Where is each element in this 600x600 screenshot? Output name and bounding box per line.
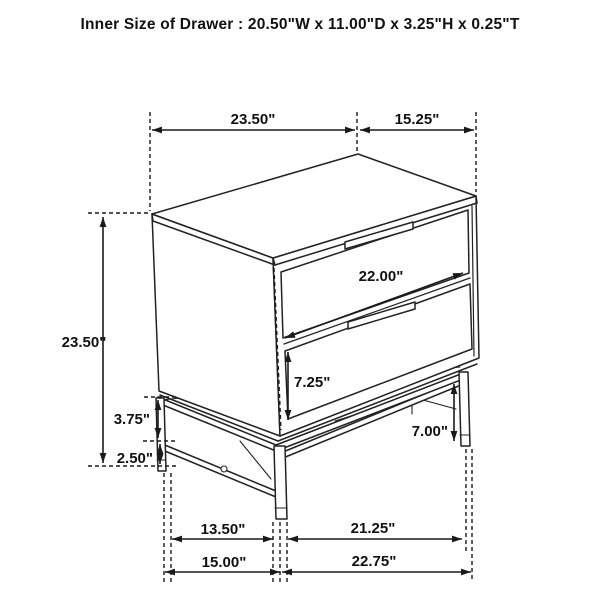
dimension-label: 7.00" xyxy=(411,423,448,440)
dimension-base-overall-right xyxy=(282,553,471,575)
arrowhead xyxy=(100,217,107,227)
arrowhead xyxy=(452,536,462,543)
arrowhead xyxy=(288,536,298,543)
arrowhead xyxy=(345,127,355,134)
arrowhead xyxy=(464,127,474,134)
top-edge xyxy=(152,214,153,221)
dimension-frame-offset xyxy=(114,400,162,438)
dimension-top-depth xyxy=(360,111,474,133)
dimension-label: 22.00" xyxy=(358,268,404,285)
dimension-label: 15.25" xyxy=(394,111,440,128)
nightstand-wireframe xyxy=(152,154,479,519)
dimension-label: 15.00" xyxy=(201,554,247,571)
dimension-label: 21.25" xyxy=(350,520,396,537)
dimension-foot-height xyxy=(117,444,164,467)
dimension-base-front-left xyxy=(172,521,273,542)
arrowhead xyxy=(360,127,370,134)
arrowhead xyxy=(270,569,280,576)
top-edge xyxy=(476,196,477,203)
dimension-overall-height xyxy=(62,217,107,463)
arrowhead xyxy=(152,127,162,134)
dimension-label: 23.50" xyxy=(230,111,276,128)
arrowhead xyxy=(172,536,182,543)
dimension-base-front-right xyxy=(288,520,462,542)
arrowhead xyxy=(263,536,273,543)
arrowhead xyxy=(451,431,458,441)
arrowhead xyxy=(461,569,471,576)
dimension-label: 7.25" xyxy=(294,374,331,391)
arrowhead xyxy=(100,453,107,463)
base-stretcher-left xyxy=(160,443,276,497)
dimension-label: 22.75" xyxy=(351,553,397,570)
dimension-label: 2.50" xyxy=(116,450,153,467)
dimension-label: 13.50" xyxy=(200,521,246,538)
diagram-title: Inner Size of Drawer : 20.50"W x 11.00"D x 3.25"H x 0.25"T xyxy=(80,16,520,33)
dimension-base-overall-left xyxy=(165,554,280,575)
arrowhead xyxy=(165,569,175,576)
dimension-top-width xyxy=(152,111,355,133)
screw-hole xyxy=(221,466,227,472)
dimension-label: 23.50" xyxy=(61,334,107,351)
dimension-label: 3.75" xyxy=(113,411,150,428)
